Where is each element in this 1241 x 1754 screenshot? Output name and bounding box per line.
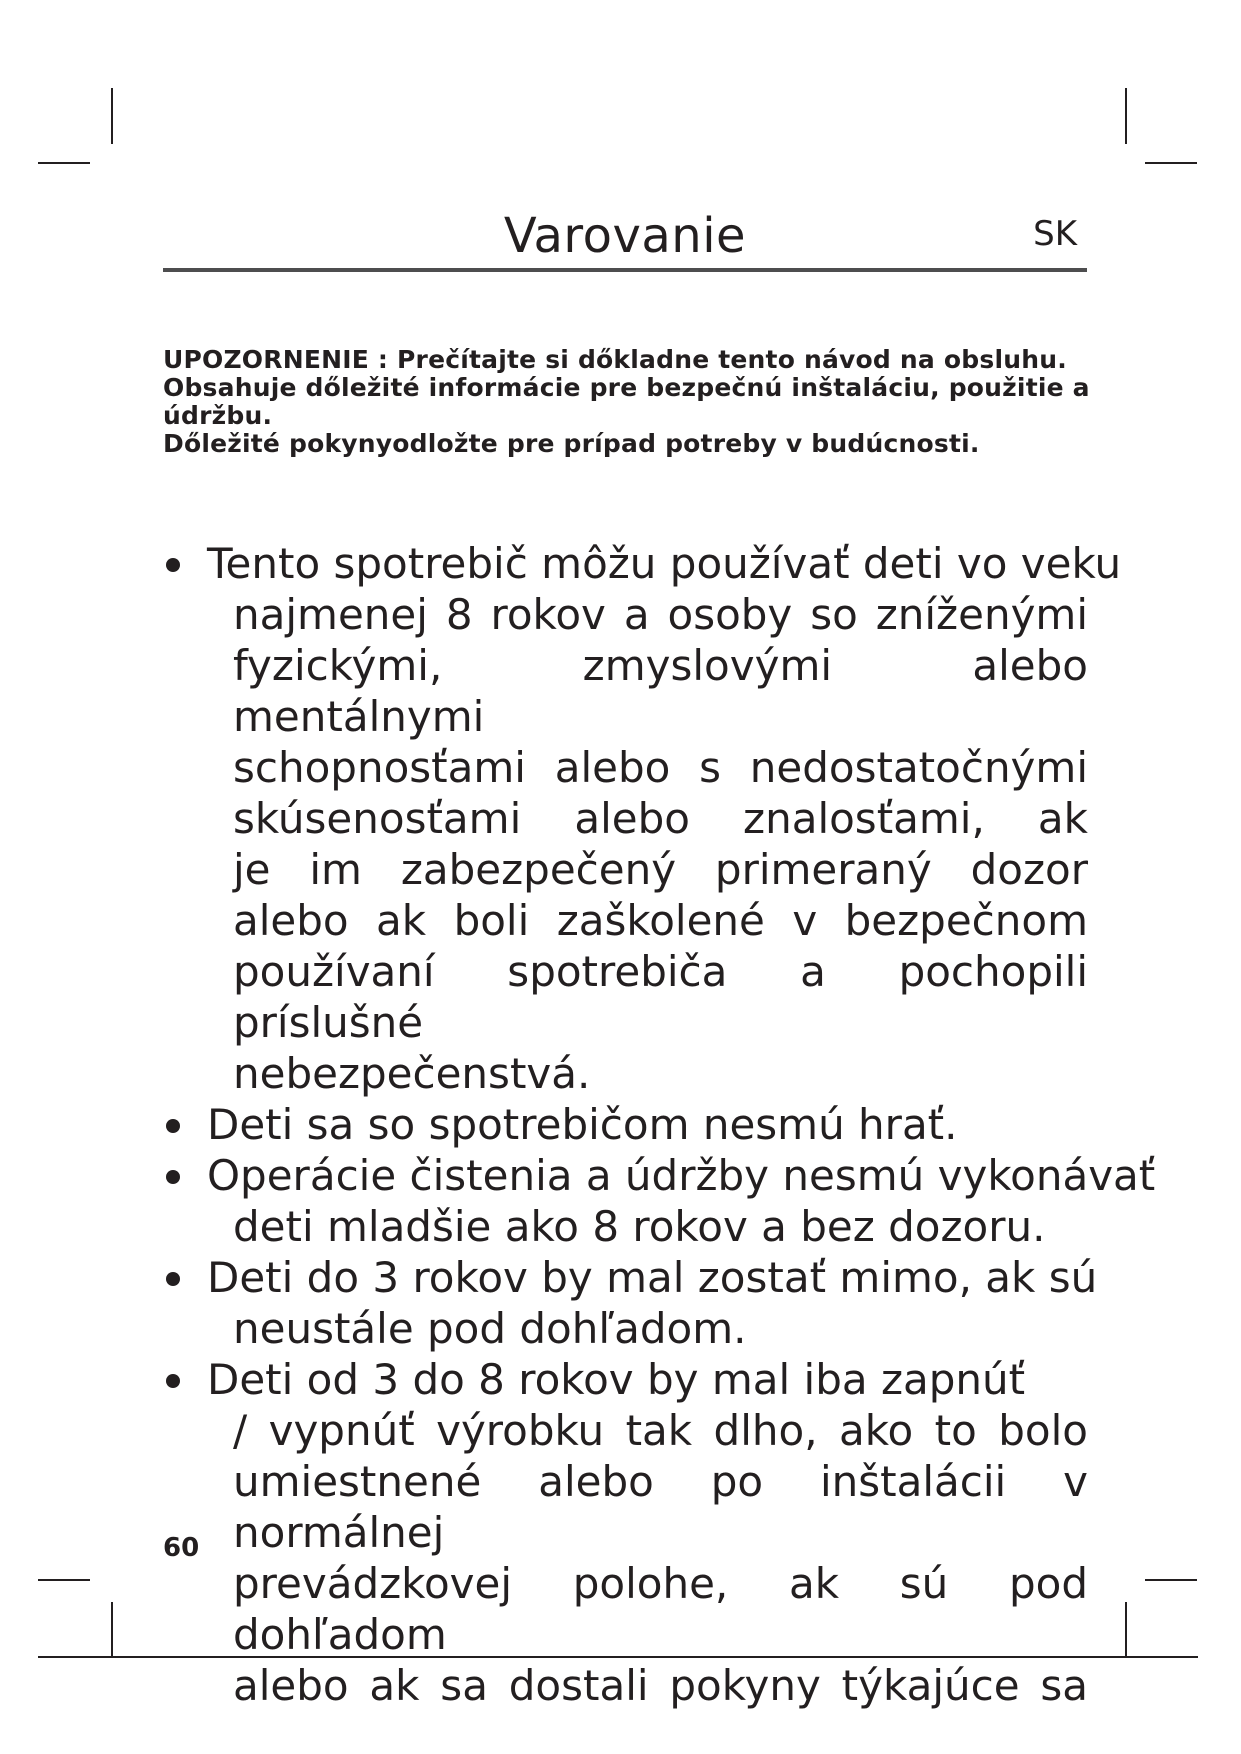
header-rule [163, 268, 1087, 272]
bullet-first-line: Tento spotrebič môžu používať deti vo veku [207, 539, 1122, 588]
crop-mark [111, 88, 113, 144]
warning-line: Obsahuje dőležité informácie pre bezpečnú inštaláciu, použitie a [163, 373, 1090, 402]
bullet-icon [166, 1374, 180, 1388]
bullet-line: alebo ak sa dostali pokyny týkajúce sa [233, 1661, 1088, 1710]
bullet-line: umiestnené alebo po inštalácii v normálnej [233, 1457, 1088, 1557]
bullet-icon [166, 1272, 180, 1286]
crop-mark [1125, 88, 1127, 144]
bullet-line: neustále pod dohľadom. [233, 1304, 747, 1353]
bullet-icon [166, 1170, 180, 1184]
bullet-first-line: Deti od 3 do 8 rokov by mal iba zapnúť [207, 1355, 1026, 1404]
bullet-item [160, 1252, 1098, 1354]
bullet-line: používaní spotrebiča a pochopili príslušné [233, 947, 1088, 1047]
warning-block [163, 346, 1093, 458]
bullet-line: alebo ak boli zaškolené v bezpečnom [233, 896, 1088, 945]
bullet-first-line: Deti sa so spotrebičom nesmú hrať. [207, 1100, 958, 1149]
page-header [163, 200, 1087, 272]
bullet-line: nebezpečenstvá. [233, 1049, 591, 1098]
language-code: SK [1033, 214, 1077, 254]
bullet-line: prevádzkovej polohe, ak sú pod dohľadom [233, 1559, 1088, 1659]
bullet-line: skúsenosťami alebo znalosťami, ak [233, 794, 1088, 843]
warning-line: údržbu. [163, 401, 273, 430]
safety-bullet-list [160, 538, 1156, 1711]
bullet-icon [166, 1119, 180, 1133]
crop-mark [1145, 1579, 1197, 1581]
bullet-line: schopnosťami alebo s nedostatočnými [233, 743, 1088, 792]
bullet-line: / vypnúť výrobku tak dlho, ako to bolo [233, 1406, 1088, 1455]
page-number: 60 [163, 1533, 200, 1563]
bullet-item [160, 1099, 1088, 1150]
bullet-line: je im zabezpečený primeraný dozor [233, 845, 1088, 894]
page-title: Varovanie [503, 208, 747, 264]
bullet-first-line: Operácie čistenia a údržby nesmú vykonávať [207, 1151, 1156, 1200]
crop-mark [1125, 1602, 1127, 1658]
bullet-first-line: Deti do 3 rokov by mal zostať mimo, ak sú [207, 1253, 1098, 1302]
bullet-item [160, 538, 1122, 1099]
bullet-item [160, 1354, 1088, 1711]
bullet-icon [166, 558, 180, 572]
crop-mark [38, 162, 90, 164]
crop-mark [38, 1579, 90, 1581]
crop-mark [1145, 162, 1197, 164]
bullet-line: najmenej 8 rokov a osoby so zníženými [233, 590, 1088, 639]
bullet-item [160, 1150, 1156, 1252]
bullet-line: deti mladšie ako 8 rokov a bez dozoru. [233, 1202, 1046, 1251]
crop-mark [111, 1602, 113, 1658]
warning-line: Dőležité pokynyodložte pre prípad potreby v budúcnosti. [163, 429, 980, 458]
bullet-line: fyzickými, zmyslovými alebo mentálnymi [233, 641, 1088, 741]
warning-line: UPOZORNENIE : Prečítajte si dőkladne tento návod na obsluhu. [163, 345, 1067, 374]
